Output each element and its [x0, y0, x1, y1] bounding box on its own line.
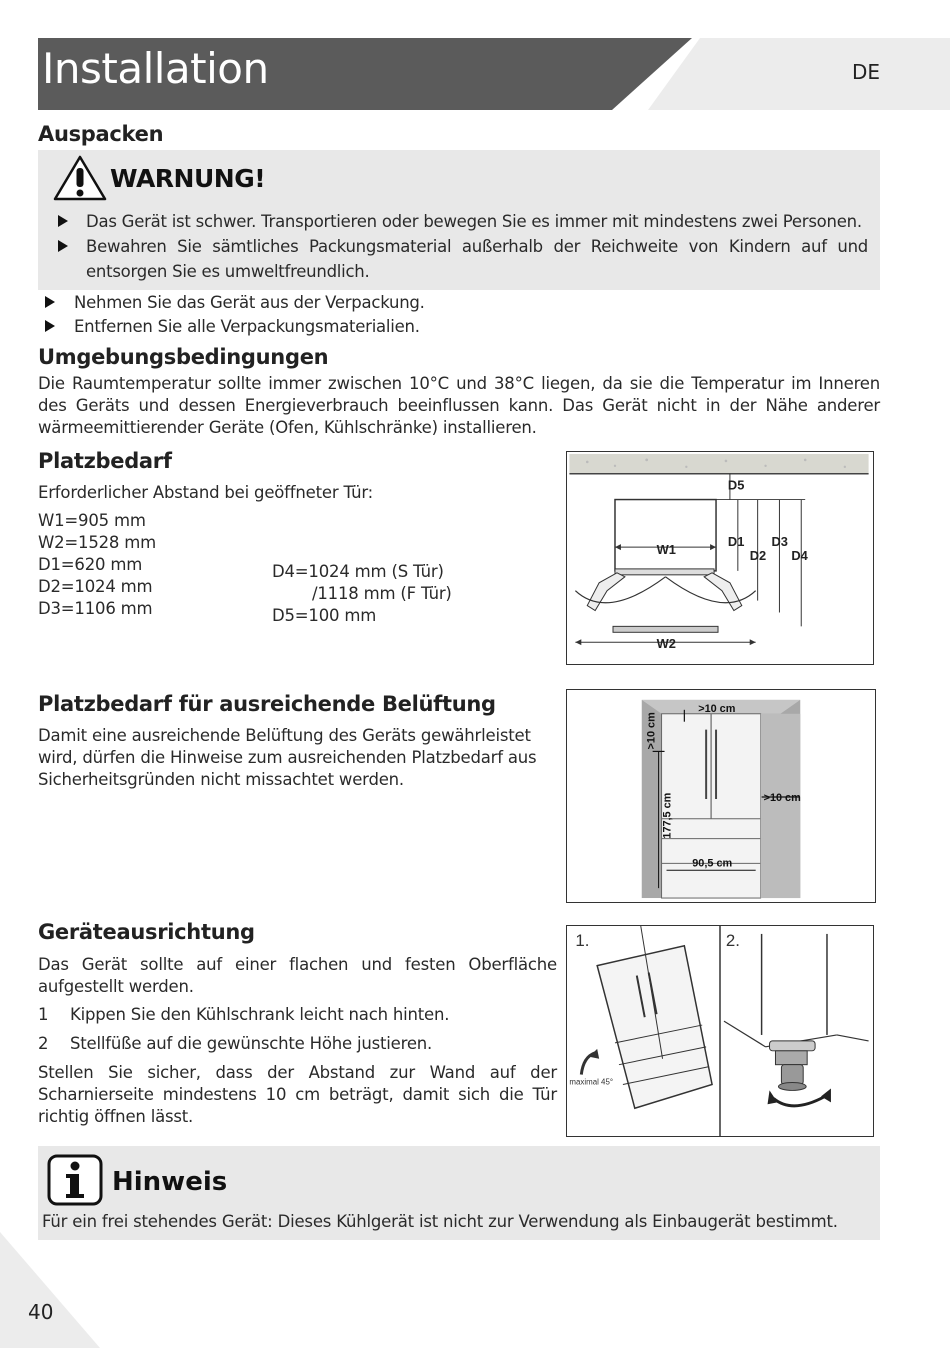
note-text: Für ein frei stehendes Gerät: Dieses Kühlgerät ist nicht zur Verwendung als Einbaugerät bestimmt.	[42, 1212, 838, 1231]
label-w1: W1	[656, 542, 676, 558]
paragraph: Das Gerät sollte auf einer flachen und festen Oberfläche aufgestellt werden.	[38, 955, 557, 996]
panel-label: 2.	[725, 930, 740, 950]
label-d2: D2	[749, 547, 767, 563]
label-right-clearance: >10 cm	[763, 791, 801, 804]
bullet-icon	[45, 296, 55, 308]
tilt-label: maximal 45°	[569, 1077, 614, 1087]
dimension-value: /1118 mm (F Tür)	[312, 584, 452, 603]
dimension-value: D3=1106 mm	[38, 599, 153, 618]
leveling-diagram	[566, 925, 874, 1137]
label-d4: D4	[791, 547, 808, 563]
info-icon	[46, 1153, 104, 1207]
step-number: 2	[38, 1034, 49, 1053]
ventilation-diagram	[566, 689, 876, 903]
paragraph: Damit eine ausreichende Belüftung des Geräts gewährleistet wird, dürfen die Hinweise zum ausreichenden Platzbedarf aus Sicherheitsgründen nicht missachtet werden.	[38, 726, 537, 789]
step-text: Stellfüße auf die gewünschte Höhe justieren.	[70, 1034, 433, 1053]
note-title: Hinweis	[112, 1167, 228, 1197]
label-side-clearance: >10 cm	[645, 712, 658, 750]
bullet-icon	[58, 240, 68, 252]
step-number: 1	[38, 1005, 49, 1024]
dimension-value: D5=100 mm	[272, 606, 377, 625]
panel-label: 1.	[575, 930, 590, 950]
warning-item: Bewahren Sie sämtliches Packungsmaterial außerhalb der Reichweite von Kindern auf und entsorgen Sie es umweltfreundlich.	[86, 237, 868, 281]
footer-corner	[0, 1232, 100, 1348]
paragraph: Die Raumtemperatur sollte immer zwischen 10°C und 38°C liegen, da sie die Temperatur im Inneren des Geräts und dessen Energieverbrauch beeinflussen kann. Das Gerät nicht in der Nähe anderer wärmeemittierender Geräte (Ofen, Kühlschränke) installieren.	[38, 374, 880, 437]
label-d5: D5	[727, 477, 745, 493]
dimension-value: W1=905 mm	[38, 511, 146, 530]
bullet-icon	[58, 215, 68, 227]
label-d1: D1	[727, 534, 745, 550]
label-w2: W2	[656, 636, 676, 652]
label-width: 90,5 cm	[692, 857, 733, 870]
language-label: DE	[852, 60, 881, 84]
warning-item: Das Gerät ist schwer. Transportieren oder bewegen Sie es immer mit mindestens zwei Personen.	[86, 212, 862, 231]
page-number: 40	[28, 1300, 54, 1324]
paragraph: Erforderlicher Abstand bei geöffneter Tür:	[38, 483, 373, 502]
dimension-value: D4=1024 mm (S Tür)	[272, 562, 444, 581]
step-text: Kippen Sie den Kühlschrank leicht nach hinten.	[70, 1005, 450, 1024]
section-heading-platzbedarf: Platzbedarf	[38, 449, 172, 473]
bullet-icon	[45, 320, 55, 332]
section-heading-ausrichtung: Geräteausrichtung	[38, 920, 255, 944]
dimension-value: D2=1024 mm	[38, 577, 153, 596]
list-item: Entfernen Sie alle Verpackungsmaterialien.	[74, 317, 420, 336]
section-heading-belueftung: Platzbedarf für ausreichende Belüftung	[38, 692, 496, 716]
clearance-diagram	[566, 451, 874, 665]
warning-title: WARNUNG!	[110, 164, 266, 193]
dimension-value: W2=1528 mm	[38, 533, 157, 552]
page-title: Installation	[42, 44, 269, 93]
paragraph: Stellen Sie sicher, dass der Abstand zur Wand auf der Scharnierseite mindestens 10 cm beträgt, damit sich die Tür richtig öffnen lässt.	[38, 1063, 557, 1126]
section-heading-umgebung: Umgebungsbedingungen	[38, 345, 329, 369]
warning-icon	[52, 154, 108, 202]
dimension-value: D1=620 mm	[38, 555, 143, 574]
label-top-clearance: >10 cm	[698, 702, 736, 715]
label-d3: D3	[771, 534, 788, 550]
label-height: 177,5 cm	[661, 792, 674, 839]
section-heading-auspacken: Auspacken	[38, 122, 164, 146]
list-item: Nehmen Sie das Gerät aus der Verpackung.	[74, 293, 425, 312]
